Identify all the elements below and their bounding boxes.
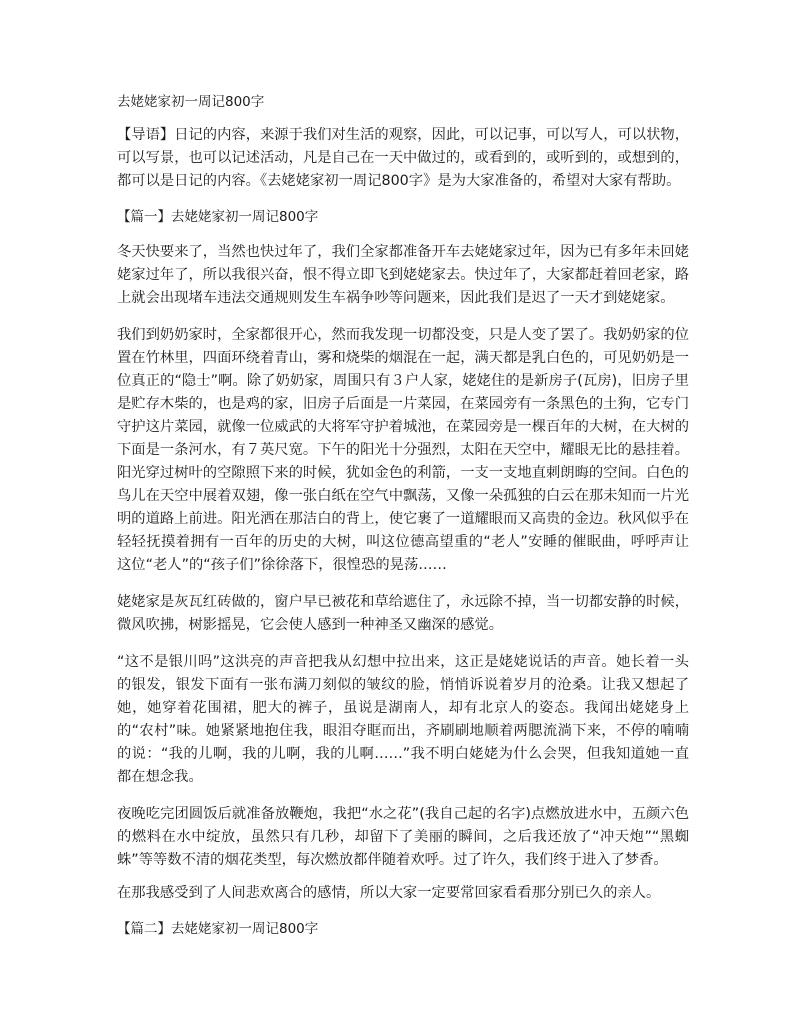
document-title: 去姥姥家初一周记800字 xyxy=(117,94,265,110)
intro-paragraph: 【导语】日记的内容，来源于我们对生活的观察，因此，可以记事，可以写人，可以状物，可以写景，也可以记述活动，凡是自己在一天中做过的，或看到的，或听到的，或想到的，都可以是日记的内容。《去姥姥家初一周记800字》是为大家准备的，希望对大家有帮助。 xyxy=(117,127,689,189)
body-paragraph: 我们到奶奶家时，全家都很开心，然而我发现一切都没变，只是人变了罢了。我奶奶家的位置在竹林里，四面环绕着青山，雾和烧柴的烟混在一起，满天都是乳白色的，可见奶奶是一位真正的“隐士”啊。除了奶奶家，周围只有３户人家，姥姥住的是新房子(瓦房)，旧房子里是贮存木柴的，也是鸡的家，旧房子后面是一片菜园，在菜园旁有一条黑色的土狗，它专门守护这片菜园，就像一位威武的大将军守护着城池，在菜园旁是一棵百年的大树，在大树的下面是一条河水，有７英尺宽。下午的阳光十分强烈，太阳在天空中，耀眼无比的悬挂着。阳光穿过树叶的空隙照下来的时候，犹如金色的利箭，一支一支地直刺朗晦的空间。白色的鸟儿在天空中展着双翅，像一张白纸在空气中飘荡，又像一朵孤独的白云在那未知而一片光明的道路上前进。阳光洒在那洁白的背上，使它裹了一道耀眼而又高贵的金边。秋风似乎在轻轻抚摸着拥有一百年的历史的大树，叫这位德高望重的“老人”安睡的催眠曲，呼呼声让这位“老人”的“孩子们”徐徐落下，很惶恐的晃荡…… xyxy=(117,327,689,573)
section-heading-1: 【篇一】去姥姥家初一周记800字 xyxy=(117,209,319,225)
document-page xyxy=(117,92,689,953)
body-paragraph: “这不是银川吗”这洪亮的声音把我从幻想中拉出来，这正是姥姥说话的声音。她长着一头的银发，银发下面有一张布满刀刻似的皱纹的脸，悄悄诉说着岁月的沧桑。让我又想起了她，她穿着花围裙，肥大的裤子，虽说是湖南人，却有北京人的姿态。我闻出姥姥身上的“农村”味。她紧紧地抱住我，眼泪夺眶而出，齐刷刷地顺着两腮流淌下来，不停的喃喃的说：“我的儿啊，我的儿啊，我的儿啊……”我不明白姥姥为什么会哭，但我知道她一直都在想念我。 xyxy=(117,654,689,785)
body-paragraph: 冬天快要来了，当然也快过年了，我们全家都准备开车去姥姥家过年，因为已有多年未回姥姥家过年了，所以我很兴奋，恨不得立即飞到姥姥家去。快过年了，大家都赶着回老家，路上就会出现堵车违法交通规则发生车祸争吵等问题来，因此我们是迟了一天才到姥姥家。 xyxy=(117,244,689,306)
body-paragraph: 姥姥家是灰瓦红砖做的，窗户早已被花和草给遮住了，永远除不掉，当一切都安静的时候，微风吹拂，树影摇晃，它会使人感到一种神圣又幽深的感觉。 xyxy=(117,594,689,633)
body-paragraph: 在那我感受到了人间悲欢离合的感情，所以大家一定要常回家看看那分别已久的亲人。 xyxy=(117,885,661,901)
body-paragraph: 夜晚吃完团圆饭后就准备放鞭炮，我把“水之花”(我自己起的名字)点燃放进水中，五颜六色的燃料在水中绽放，虽然只有几秒，却留下了美丽的瞬间，之后我还放了“冲天炮”“黑蜘蛛”等等数不清的烟花类型，每次燃放都伴随着欢呼。过了许久，我们终于进入了梦香。 xyxy=(117,806,689,868)
section-heading-2: 【篇二】去姥姥家初一周记800字 xyxy=(117,921,319,937)
